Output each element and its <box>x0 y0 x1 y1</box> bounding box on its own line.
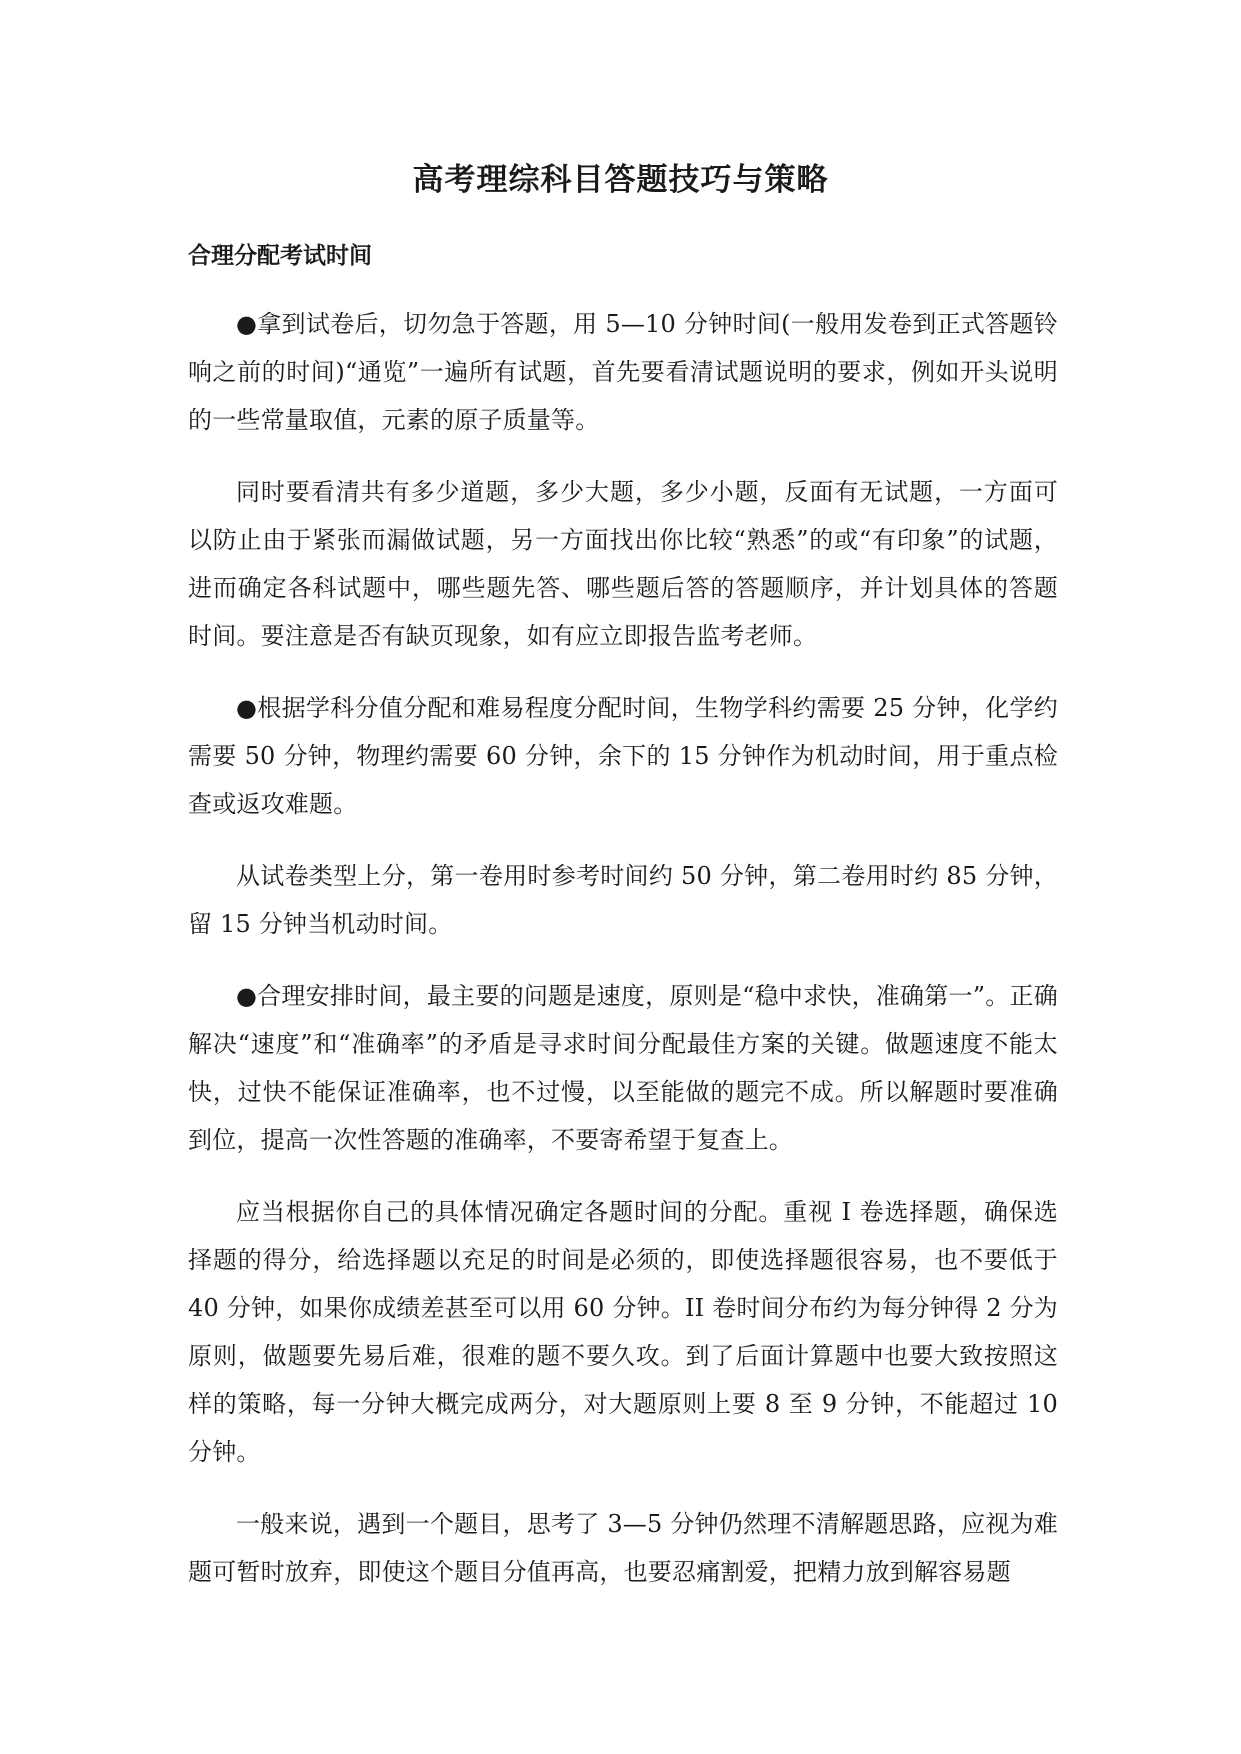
paragraph: ●拿到试卷后，切勿急于答题，用 5—10 分钟时间(一般用发卷到正式答题铃响之前的时间)“通览”一遍所有试题，首先要看清试题说明的要求，例如开头说明的一些常量取值，元素的原子质量等。 <box>188 310 1058 434</box>
section-heading: 合理分配考试时间 <box>188 242 372 269</box>
paragraph: 从试卷类型上分，第一卷用时参考时间约 50 分钟，第二卷用时约 85 分钟，留 15 分钟当机动时间。 <box>188 862 1058 938</box>
paragraph: ●根据学科分值分配和难易程度分配时间，生物学科约需要 25 分钟，化学约需要 50 分钟，物理约需要 60 分钟，余下的 15 分钟作为机动时间，用于重点检查或返攻难题。 <box>188 694 1058 818</box>
paragraph: 应当根据你自己的具体情况确定各题时间的分配。重视 I 卷选择题，确保选择题的得分，给选择题以充足的时间是必须的，即使选择题很容易，也不要低于 40 分钟，如果你成绩差甚至可以用 60 分钟。II 卷时间分布约为每分钟得 2 分为原则，做题要先易后难，很难的题不要久攻。到了后面计算题中也要大致按照这样的策略，每一分钟大概完成两分，对大题原则上要 8 至 9 分钟，不能超过 10 分钟。 <box>188 1198 1058 1466</box>
paragraph: ●合理安排时间，最主要的问题是速度，原则是“稳中求快，准确第一”。正确解决“速度”和“准确率”的矛盾是寻求时间分配最佳方案的关键。做题速度不能太快，过快不能保证准确率，也不过慢，以至能做的题完不成。所以解题时要准确到位，提高一次性答题的准确率，不要寄希望于复查上。 <box>188 982 1058 1154</box>
document-body <box>188 300 1058 1620</box>
paragraph: 同时要看清共有多少道题，多少大题，多少小题，反面有无试题，一方面可以防止由于紧张而漏做试题，另一方面找出你比较“熟悉”的或“有印象”的试题，进而确定各科试题中，哪些题先答、哪些题后答的答题顺序，并计划具体的答题时间。要注意是否有缺页现象，如有应立即报告监考老师。 <box>188 478 1058 650</box>
paragraph: 一般来说，遇到一个题目，思考了 3—5 分钟仍然理不清解题思路，应视为难题可暂时放弃，即使这个题目分值再高，也要忍痛割爱，把精力放到解容易题 <box>188 1510 1058 1586</box>
document-title: 高考理综科目答题技巧与策略 <box>412 162 829 198</box>
